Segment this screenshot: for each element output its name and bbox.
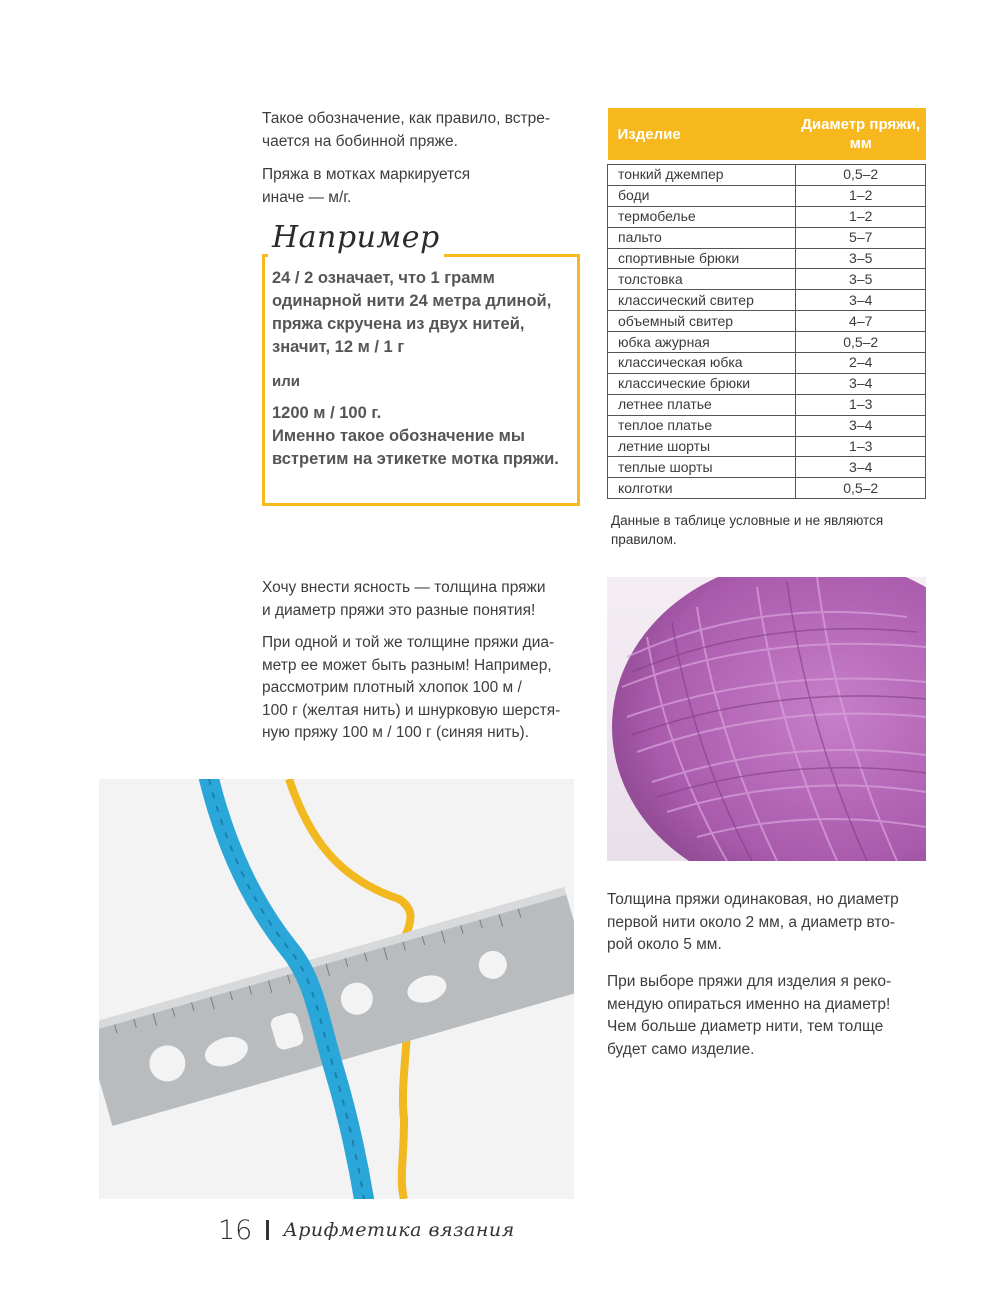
table-cell-item: летнее платье xyxy=(608,394,796,415)
yarn-ball-illustration xyxy=(607,577,926,861)
yarn-ball-photo xyxy=(607,577,926,861)
table-cell-item: юбка ажурная xyxy=(608,332,796,353)
body-paragraph-6: При выборе пряжи для изделия я реко- мендую опираться именно на диаметр! Чем больше диаметр нити, тем толще будет само изделие. xyxy=(607,973,892,1058)
example-text-1: 24 / 2 означает, что 1 грамм одинарной нити 24 метра длиной, пряжа скручена из двух нитей, значит, 12 м / 1 г xyxy=(272,269,552,356)
table-cell-diameter: 3–4 xyxy=(796,457,926,478)
example-or: или xyxy=(272,373,300,390)
ruler-yarn-photo xyxy=(99,779,574,1199)
table-header-item: Изделие xyxy=(608,108,796,160)
table-cell-diameter: 3–5 xyxy=(796,248,926,269)
table-header-diameter: Диаметр пряжи, мм xyxy=(796,108,926,160)
example-text-2: 1200 м / 100 г. Именно такое обозначение мы встретим на этикетке мотка пряжи. xyxy=(272,404,559,468)
table-row xyxy=(608,185,926,206)
table-row xyxy=(608,332,926,353)
table-cell-diameter: 3–4 xyxy=(796,290,926,311)
body-paragraph-5: Толщина пряжи одинаковая, но диаметр первой нити около 2 мм, а диаметр вто- рой около 5 мм. xyxy=(607,891,899,953)
table-cell-item: классическая юбка xyxy=(608,353,796,374)
table-cell-diameter: 3–5 xyxy=(796,269,926,290)
table-row xyxy=(608,394,926,415)
table-cell-diameter: 3–4 xyxy=(796,373,926,394)
yarn-diameter-table xyxy=(607,108,926,499)
ruler-yarn-illustration xyxy=(99,779,574,1199)
table-cell-item: боди xyxy=(608,185,796,206)
table-cell-diameter: 3–4 xyxy=(796,415,926,436)
book-title: Арифметика вязания xyxy=(283,1219,515,1241)
table-cell-item: классический свитер xyxy=(608,290,796,311)
table-row xyxy=(608,165,926,186)
table-cell-item: спортивные брюки xyxy=(608,248,796,269)
table-cell-diameter: 1–3 xyxy=(796,394,926,415)
table-row xyxy=(608,290,926,311)
table-cell-diameter: 1–2 xyxy=(796,185,926,206)
body-paragraph-3: Хочу внести ясность — толщина пряжи и диаметр пряжи это разные понятия! xyxy=(262,579,546,619)
example-title: Например xyxy=(268,218,444,258)
table-row xyxy=(608,206,926,227)
table-cell-diameter: 1–3 xyxy=(796,436,926,457)
intro-paragraph-1: Такое обозначение, как правило, встре- чается на бобинной пряже. xyxy=(262,110,551,150)
table-row xyxy=(608,269,926,290)
table-cell-item: летние шорты xyxy=(608,436,796,457)
table-cell-item: колготки xyxy=(608,478,796,499)
table-cell-item: тонкий джемпер xyxy=(608,165,796,186)
table-cell-diameter: 0,5–2 xyxy=(796,332,926,353)
table-cell-diameter: 0,5–2 xyxy=(796,165,926,186)
table-cell-item: пальто xyxy=(608,227,796,248)
table-row xyxy=(608,311,926,332)
page-number: 16 xyxy=(218,1214,253,1246)
table-cell-item: теплое платье xyxy=(608,415,796,436)
table-cell-diameter: 1–2 xyxy=(796,206,926,227)
table-cell-item: объемный свитер xyxy=(608,311,796,332)
table-row xyxy=(608,415,926,436)
table-cell-diameter: 0,5–2 xyxy=(796,478,926,499)
table-row xyxy=(608,457,926,478)
table-cell-diameter: 5–7 xyxy=(796,227,926,248)
table-note: Данные в таблице условные и не являются правилом. xyxy=(611,513,884,547)
body-paragraph-4: При одной и той же толщине пряжи диа- метр ее может быть разным! Например, рассмотрим плотный хлопок 100 м / 100 г (желтая нить) и шнурковую шерстя- ную пряжу 100 м / 100 г (синяя нить). xyxy=(262,634,561,741)
table-cell-item: теплые шорты xyxy=(608,457,796,478)
page-footer xyxy=(218,1212,515,1248)
table-cell-diameter: 2–4 xyxy=(796,353,926,374)
table-row xyxy=(608,373,926,394)
intro-paragraph-2: Пряжа в мотках маркируется иначе — м/г. xyxy=(262,166,471,206)
table-cell-item: термобелье xyxy=(608,206,796,227)
table-row xyxy=(608,353,926,374)
table-row xyxy=(608,248,926,269)
table-row xyxy=(608,478,926,499)
footer-separator xyxy=(266,1220,269,1240)
table-cell-item: классические брюки xyxy=(608,373,796,394)
table-cell-item: толстовка xyxy=(608,269,796,290)
table-cell-diameter: 4–7 xyxy=(796,311,926,332)
table-row xyxy=(608,436,926,457)
table-row xyxy=(608,227,926,248)
